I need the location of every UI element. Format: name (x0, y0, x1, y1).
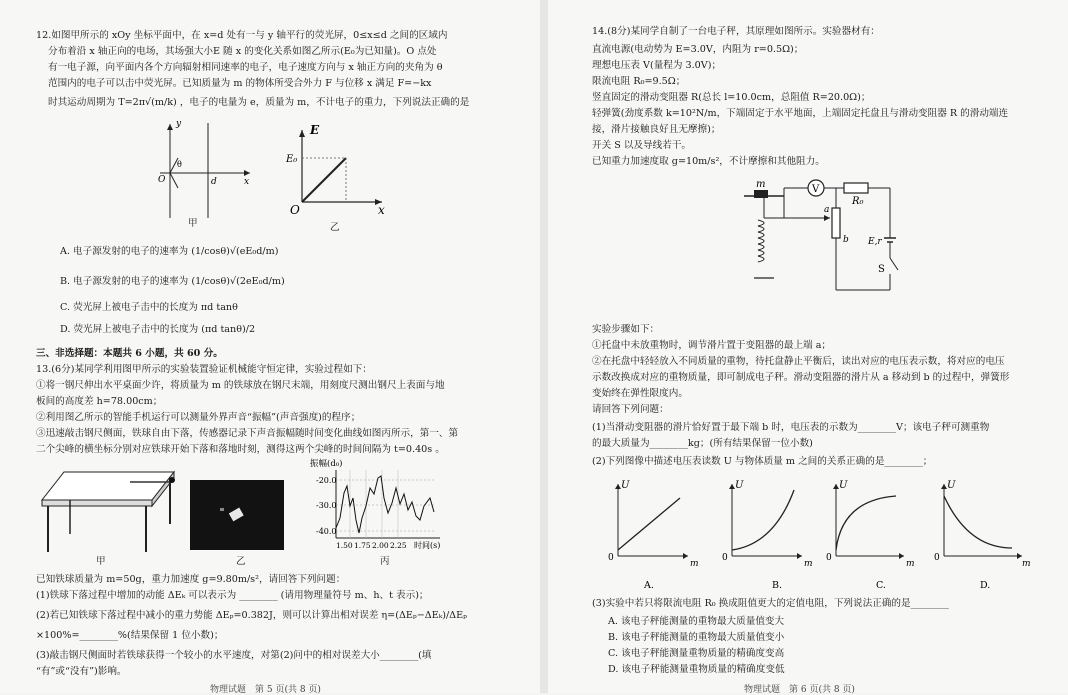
q12-figure-jia (140, 118, 260, 228)
jia-d-label: d (211, 177, 217, 187)
graph-a-label: A. (644, 580, 654, 591)
q12-option-c: C. 荧光屏上被电子击中的长度为 πd tanθ (60, 302, 238, 313)
amp-tick-30: -30.0 (316, 501, 337, 510)
graph-a-o: 0 (608, 553, 614, 563)
q14-step-3: ②在托盘中轻轻放入不同质量的重物，待托盘静止平衡后，读出对应的电压表示数，将对应的电压 (592, 356, 1005, 367)
graph-b-u: U (735, 480, 744, 491)
circuit-er-label: E,r (868, 237, 882, 247)
yi-e0-label: E₀ (286, 154, 298, 165)
q14-step-1: 实验步骤如下： (592, 324, 660, 335)
q13-caption-jia: 甲 (96, 556, 106, 567)
jia-o-label: O (158, 175, 166, 185)
time-tick-200: 2.00 (372, 541, 389, 550)
graph-a-u: U (621, 480, 630, 491)
q14-graph-options (598, 474, 1058, 594)
graph-c-m: m (906, 559, 915, 569)
jia-theta-label: θ (177, 160, 182, 169)
q13-line-1: 13.(6分)某同学利用图甲所示的实验装置验证机械能守恒定律，实验过程如下： (36, 364, 372, 375)
q14-step-6: 请回答下列问题： (592, 404, 669, 415)
graph-b-m: m (804, 559, 813, 569)
graph-d-o: 0 (934, 553, 940, 563)
yi-o-label: O (290, 203, 300, 217)
graph-d-m: m (1022, 559, 1031, 569)
q13-figure-table (34, 460, 184, 560)
jia-y-label: y (176, 119, 182, 129)
circuit-a-label: a (824, 205, 830, 215)
q14-step-8: 的最大质量为________kg；(所有结果保留一位小数) (592, 438, 813, 449)
q14-step-5: 变始终在弹性限度内。 (592, 388, 688, 399)
q12-line-3: 有一电子源，向平面内各个方向辐射相同速率的电子，电子速度方向与 x 轴正方向的夹角为 θ (48, 62, 443, 73)
q13-after-line-5: (3)敲击钢尺侧面时若铁球获得一个较小的水平速度，对第(2)问中的相对误差大小________(填 (36, 650, 432, 661)
q14-q3-option-d: D. 该电子秤能测量重物质量的精确度变低 (608, 664, 785, 675)
q12-option-d: D. 荧光屏上被电子击中的长度为 (πd tanθ)/2 (60, 324, 256, 335)
q14-q3-option-a: A. 该电子秤能测量的重物最大质量值变大 (608, 616, 785, 627)
q13-line-2: ①将一钢尺伸出水平桌面少许，将质量为 m 的铁球放在钢尺末端，用刻度尺测出钢尺上表面与地 (36, 380, 445, 391)
time-tick-175: 1.75 (354, 541, 371, 550)
graph-c-u: U (839, 480, 848, 491)
circuit-r0-label: R₀ (852, 196, 864, 207)
q12-caption-yi: 乙 (330, 222, 340, 233)
q13-line-4: ②利用图乙所示的智能手机运行可以测量外界声音“振幅”(声音强度)的程序； (36, 412, 361, 423)
q12-line-2: 分布着沿 x 轴正向的电场，其场强大小E 随 x 的变化关系如图乙所示(E₀为已知量)。O 点处 (48, 46, 437, 57)
amp-tick-40: -40.0 (316, 527, 337, 536)
q12-option-a: A. 电子源发射的电子的速率为 (1/cosθ)√(eE₀d/m) (60, 246, 279, 257)
amp-tick-20: -20.0 (316, 476, 337, 485)
graph-c-label: C. (876, 580, 886, 591)
amp-label: 振幅(d₀) (310, 459, 343, 469)
q14-step-2: ①托盘中未放重物时，调节滑片置于变阻器的最上端 a； (592, 340, 832, 351)
q14-line-1: 14.(8分)某同学自制了一台电子秤，其原理如图所示。实验器材有： (592, 26, 880, 37)
q14-circuit (744, 178, 924, 298)
footer-page-6: 物理试题 第 6 页(共 8 页) (744, 685, 855, 695)
q13-line-6: 二个尖峰的横坐标分别对应铁球开始下落和落地时刻，测得这两个尖峰的时间间隔为 t=0.40s 。 (36, 444, 445, 455)
q13-after-line-1: 已知铁球质量为 m=50g，重力加速度 g=9.80m/s²，请回答下列问题： (36, 574, 346, 585)
graph-d-u: U (947, 480, 956, 491)
circuit-s-label: S (878, 264, 885, 275)
q14-step-9: (2)下列图像中描述电压表读数 U 与物体质量 m 之间的关系正确的是________； (592, 456, 933, 467)
section-3-heading: 三、非选择题：本题共 6 小题，共 60 分。 (36, 348, 223, 359)
q14-line-4: 限流电阻 R₀=9.5Ω； (592, 76, 686, 87)
yi-e-label: E (310, 123, 320, 137)
q14-line-8: 开关 S 以及导线若干。 (592, 140, 692, 151)
graph-c-o: 0 (826, 553, 832, 563)
q12-figure-yi (282, 122, 392, 222)
q12-caption-jia: 甲 (188, 218, 198, 229)
right-page (548, 0, 1068, 693)
circuit-b-label: b (843, 235, 849, 245)
circuit-v-label: V (812, 184, 820, 195)
q13-after-line-2: (1)铁球下落过程中增加的动能 ΔEₖ 可以表示为 ________ (请用物理量符号 m、h、t 表示)； (36, 590, 429, 601)
q12-line-1: 12.如图甲所示的 xOy 坐标平面中，在 x=d 处有一与 y 轴平行的荧光屏，0≤x≤d 之间的区域内 (36, 30, 448, 41)
q13-caption-yi: 乙 (236, 556, 246, 567)
q14-line-9: 已知重力加速度取 g=10m/s²，不计摩擦和其他阻力。 (592, 156, 825, 167)
q14-line-2: 直流电源(电动势为 E=3.0V，内阻为 r=0.5Ω)； (592, 44, 804, 55)
jia-x-label: x (244, 177, 250, 187)
q13-figure-phone (190, 480, 284, 550)
footer-page-5: 物理试题 第 5 页(共 8 页) (210, 685, 321, 695)
graph-d-label: D. (980, 580, 991, 591)
q13-figure-amplitude (300, 458, 450, 548)
yi-x-label: x (378, 203, 385, 217)
q14-line-5: 竖直固定的滑动变阻器 R(总长 l=10.0cm，总阻值 R=20.0Ω)； (592, 92, 871, 103)
q14-line-3: 理想电压表 V(量程为 3.0V)； (592, 60, 722, 71)
q14-line-6: 轻弹簧(劲度系数 k=10²N/m，下端固定于水平地面，上端固定托盘且与滑动变阻器 R 的滑动端连 (592, 108, 1009, 119)
graph-b-o: 0 (722, 553, 728, 563)
q13-after-line-6: “有”或“没有”)影响。 (36, 666, 127, 677)
q14-q3-line: (3)实验中若只将限流电阻 R₀ 换成阻值更大的定值电阻，下列说法正确的是________ (592, 598, 949, 609)
time-label: 时间(s) (414, 541, 441, 550)
q14-step-7: (1)当滑动变阻器的滑片恰好置于最下端 b 时，电压表的示数为________V；该电子秤可测重物 (592, 422, 990, 433)
q14-q3-option-c: C. 该电子秤能测量重物质量的精确度变高 (608, 648, 785, 659)
q14-line-7: 接，滑片接触良好且无摩擦)； (592, 124, 721, 135)
q13-after-line-3: (2)若已知铁球下落过程中减小的重力势能 ΔEₚ=0.382J，则可以计算出相对误差 η=(ΔEₚ−ΔEₖ)/ΔEₚ (36, 610, 467, 621)
q13-line-3: 板间的高度差 h=78.00cm； (36, 396, 163, 407)
q13-after-line-4: ×100%=________%(结果保留 1 位小数)； (36, 630, 224, 641)
page-gutter (540, 0, 548, 693)
q14-q3-option-b: B. 该电子秤能测量的重物最大质量值变小 (608, 632, 785, 643)
graph-a-m: m (690, 559, 699, 569)
q14-step-4: 示数改换成对应的重物质量，即可制成电子秤。滑动变阻器的滑片从 a 移动到 b 的过程中，弹簧形 (592, 372, 1010, 383)
q12-line-4: 范围内的电子可以击中荧光屏。已知质量为 m 的物体所受合外力 F 与位移 x 满足 F=−kx (48, 78, 432, 89)
q12-option-b: B. 电子源发射的电子的速率为 (1/cosθ)√(2eE₀d/m) (60, 276, 285, 287)
q12-line-5: 时其运动周期为 T=2π√(m/k) ，电子的电量为 e，质量为 m，不计电子的重力，下列说法正确的是 (48, 97, 470, 108)
time-tick-225: 2.25 (390, 541, 407, 550)
q13-line-5: ③迅速敲击钢尺侧面，铁球自由下落，传感器记录下声音振幅随时间变化曲线如图丙所示，第一、第 (36, 428, 459, 439)
circuit-m-label: m (756, 179, 766, 190)
q13-caption-bing: 丙 (380, 556, 390, 567)
graph-b-label: B. (772, 580, 783, 591)
time-tick-150: 1.50 (336, 541, 353, 550)
